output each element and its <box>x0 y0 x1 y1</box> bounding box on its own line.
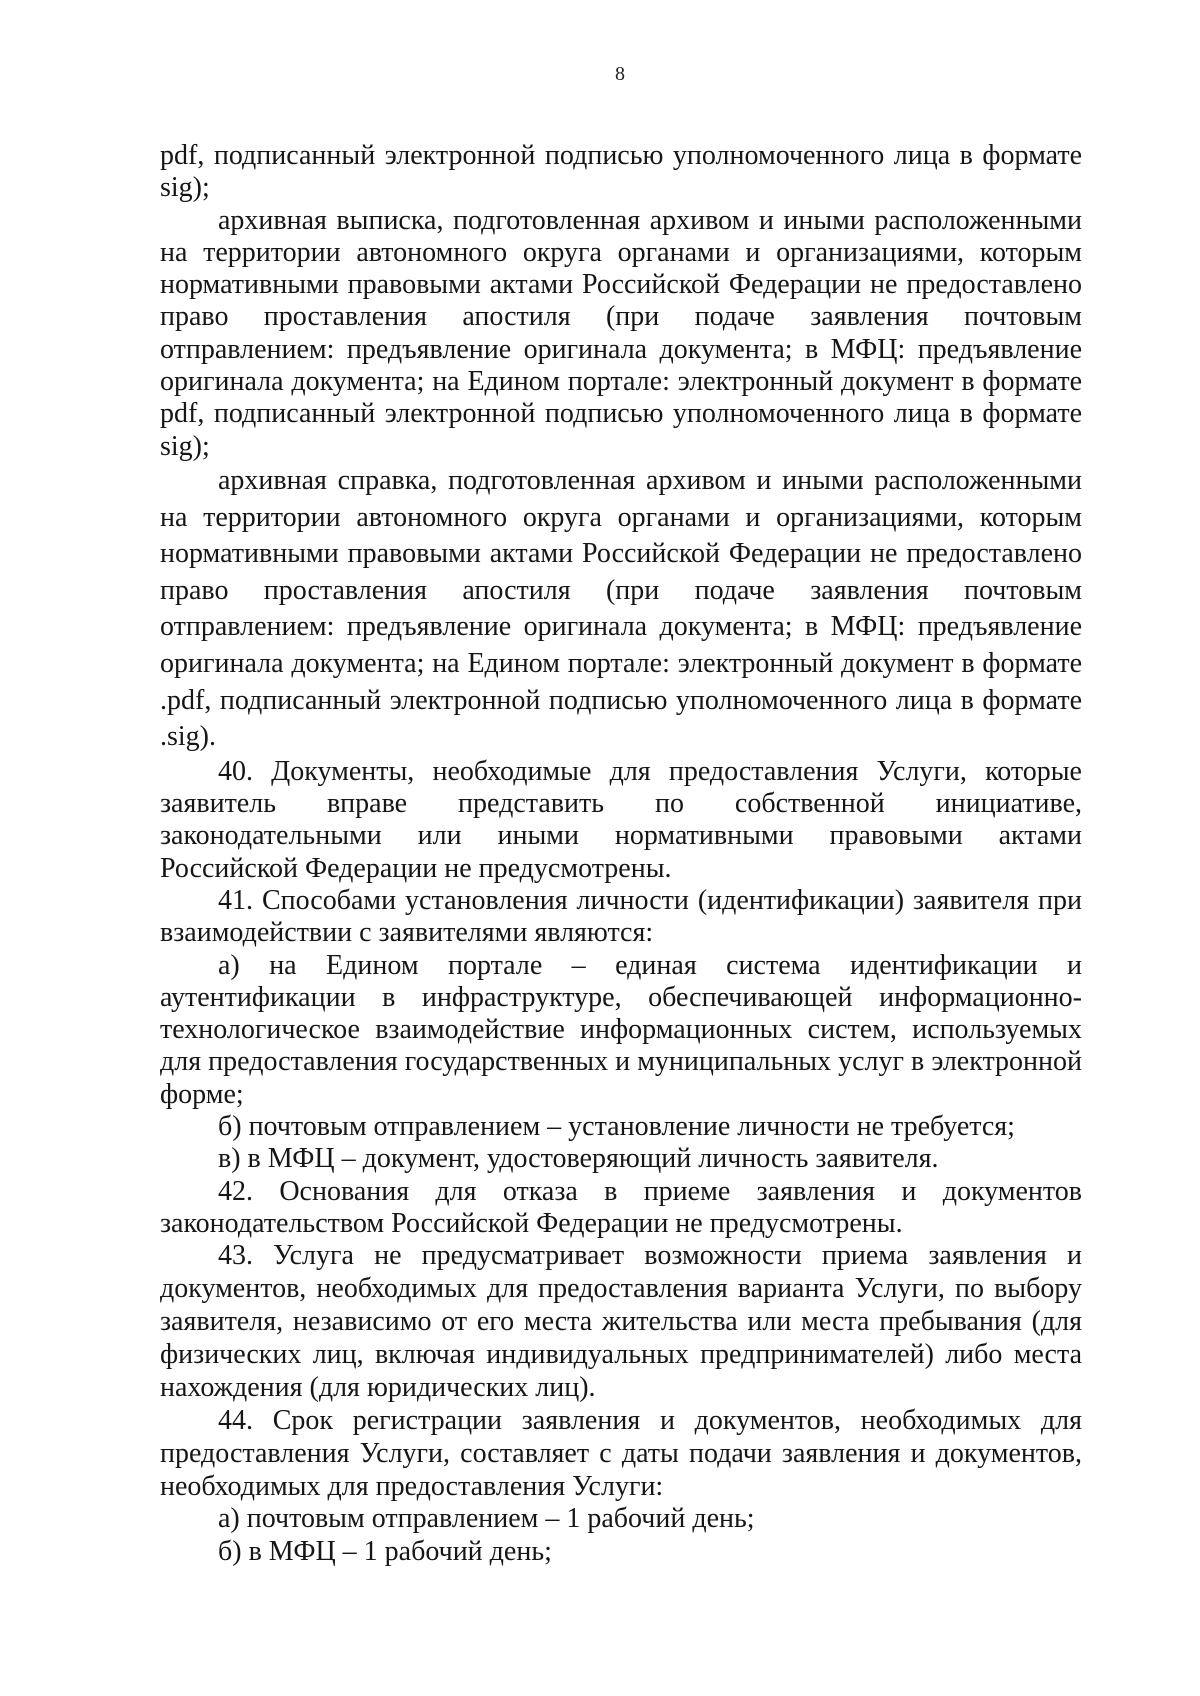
paragraph-archive-extract: архивная выписка, подготовленная архивом и иными расположенными на территории автономного округа органами и организациями, которым нормативными правовыми актами Российской Федерации не предоставлено право проставления апостиля (при подаче заявления почтовым отправлением: предъявление оригинала документа; в МФЦ: предъявление оригинала документа; на Едином портале: электронный документ в формате pdf, подписанный электронной подписью уполномоченного лица в формате sig); <box>160 204 1082 462</box>
paragraph-42: 42. Основания для отказа в приеме заявления и документов законодательством Российской Федерации не предусмотрены. <box>160 1175 1082 1239</box>
document-body <box>160 140 1082 1569</box>
paragraph-41-b: б) почтовым отправлением – установление личности не требуется; <box>218 1110 1015 1142</box>
paragraph-44: 44. Срок регистрации заявления и документов, необходимых для предоставления Услуги, составляет с даты подачи заявления и документов, необходимых для предоставления Услуги: <box>160 1404 1082 1502</box>
page-number: 8 <box>615 63 625 85</box>
paragraph-40: 40. Документы, необходимые для предоставления Услуги, которые заявитель вправе представить по собственной инициативе, законодательными или иными нормативными правовыми актами Российской Федерации не предусмотрены. <box>160 755 1082 884</box>
paragraph-41: 41. Способами установления личности (идентификации) заявителя при взаимодействии с заявителями являются: <box>160 884 1082 949</box>
paragraph-archive-certificate: архивная справка, подготовленная архивом и иными расположенными на территории автономного округа органами и организациями, которым нормативными правовыми актами Российской Федерации не предоставлено право проставления апостиля (при подаче заявления почтовым отправлением: предъявление оригинала документа; в МФЦ: предъявление оригинала документа; на Едином портале: электронный документ в формате .pdf, подписанный электронной подписью уполномоченного лица в формате .sig). <box>160 464 1082 753</box>
paragraph-41-a: а) на Едином портале – единая система идентификации и аутентификации в инфраструктуре, обеспечивающей информационно-технологическое взаимодействие информационных систем, используемых для предоставления государственных и муниципальных услуг в электронной форме; <box>160 949 1082 1110</box>
paragraph-43: 43. Услуга не предусматривает возможности приема заявления и документов, необходимых для предоставления варианта Услуги, по выбору заявителя, независимо от его места жительства или места пребывания (для физических лиц, включая индивидуальных предпринимателей) либо места нахождения (для юридических лиц). <box>160 1240 1082 1403</box>
paragraph-41-v: в) в МФЦ – документ, удостоверяющий личность заявителя. <box>218 1143 939 1175</box>
paragraph-continuation: pdf, подписанный электронной подписью уполномоченного лица в формате sig); <box>160 140 1082 204</box>
paragraph-44-b: б) в МФЦ – 1 рабочий день; <box>218 1536 552 1568</box>
paragraph-44-a: а) почтовым отправлением – 1 рабочий день; <box>218 1503 755 1535</box>
